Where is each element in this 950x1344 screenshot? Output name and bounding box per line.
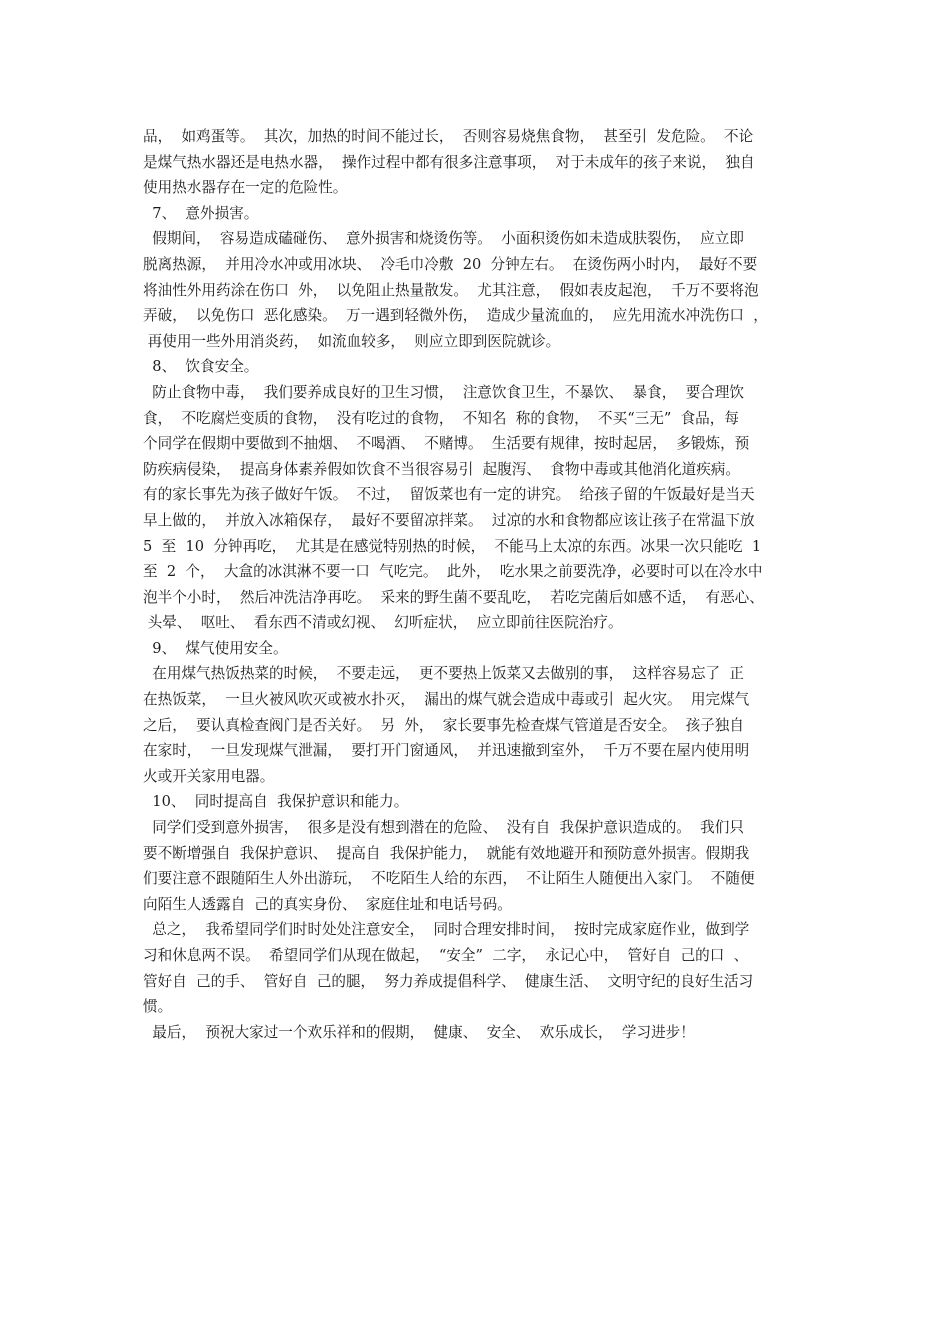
text-line: 脱离热源， 并用冷水冲或用冰块、 冷毛巾冷敷 20 分钟左右。 在烫伤两小时内， 最好不要 bbox=[143, 255, 758, 273]
section-heading-9: 9、 煤气使用安全。 bbox=[143, 639, 288, 657]
text-line: 向陌生人透露自 己的真实身份、 家庭住址和电话号码。 bbox=[143, 895, 512, 913]
section-heading-10: 10、 同时提高自 我保护意识和能力。 bbox=[143, 793, 409, 811]
text-line: 总之， 我希望同学们时时处处注意安全， 同时合理安排时间， 按时完成家庭作业，做到学 bbox=[143, 921, 750, 939]
text-line: 使用热水器存在一定的危险性。 bbox=[143, 179, 348, 197]
text-line: 至 2 个， 大盒的冰淇淋不要一口 气吃完。 此外， 吃水果之前要洗净，必要时可以在冷水中 bbox=[143, 563, 763, 581]
text-line: 个同学在假期中要做到不抽烟、 不喝酒、 不赌博。 生活要有规律，按时起居， 多锻炼，预 bbox=[143, 435, 750, 453]
text-line: 火或开关家用电器。 bbox=[143, 767, 275, 785]
text-line: 之后， 要认真检查阀门是否关好。 另 外， 家长要事先检查煤气管道是否安全。 孩子独自 bbox=[143, 716, 744, 734]
text-line: 惯。 bbox=[143, 998, 173, 1016]
text-line: 在家时， 一旦发现煤气泄漏， 要打开门窗通风， 并迅速撤到室外， 千万不要在屋内使用明 bbox=[143, 742, 750, 760]
section-heading-7: 7、 意外损害。 bbox=[143, 204, 259, 222]
closing-line: 最后， 预祝大家过一个欢乐祥和的假期， 健康、 安全、 欢乐成长， 学习进步！ bbox=[143, 1023, 695, 1041]
text-line: 防止食物中毒， 我们要养成良好的卫生习惯， 注意饮食卫生，不暴饮、 暴食， 要合理饮 bbox=[143, 383, 744, 401]
text-line: 习和休息两不误。 希望同学们从现在做起， “安全” 二字， 永记心中， 管好自 己的口 、 bbox=[143, 947, 749, 964]
text-line: 早上做的， 并放入冰箱保存， 最好不要留凉拌菜。 过凉的水和食物都应该让孩子在常温下放 bbox=[143, 511, 755, 529]
text-line: 要不断增强自 我保护意识、 提高自 我保护能力， 就能有效地避开和预防意外损害。假期我 bbox=[143, 844, 750, 862]
text-line: 品， 如鸡蛋等。 其次，加热的时间不能过长， 否则容易烧焦食物， 甚至引 发危险。 不论 bbox=[143, 128, 754, 145]
text-line: 是煤气热水器还是电热水器， 操作过程中都有很多注意事项， 对于未成年的孩子来说， 独自 bbox=[143, 153, 755, 171]
text-line: 管好自 己的手、 管好自 己的腿， 努力养成提倡科学、 健康生活、 文明守纪的良好生活习 bbox=[143, 972, 754, 990]
text-line: 食， 不吃腐烂变质的食物， 没有吃过的食物， 不知名 称的食物， 不买“三无” 食品，每 bbox=[143, 409, 739, 427]
text-line: 泡半个小时， 然后冲洗洁净再吃。 采来的野生菌不要乱吃， 若吃完菌后如感不适， 有恶心、 bbox=[143, 588, 764, 606]
text-line: 5 至 10 分钟再吃， 尤其是在感觉特别热的时候， 不能马上太凉的东西。冰果一次只能吃 1 bbox=[143, 537, 762, 555]
text-line: 在用煤气热饭热菜的时候， 不要走远， 更不要热上饭菜又去做别的事， 这样容易忘了 正 bbox=[143, 665, 744, 683]
text-line: 假期间， 容易造成磕碰伤、 意外损害和烧烫伤等。 小面积烫伤如未造成肤裂伤， 应立即 bbox=[143, 230, 744, 248]
text-line: 同学们受到意外损害， 很多是没有想到潜在的危险、 没有自 我保护意识造成的。 我们只 bbox=[143, 819, 744, 837]
section-heading-8: 8、 饮食安全。 bbox=[143, 358, 259, 376]
text-line: 头晕、 呕吐、 看东西不清或幻视、 幻听症状， 应立即前往医院治疗。 bbox=[143, 614, 623, 632]
text-line: 弄破， 以免伤口 恶化感染。 万一遇到轻微外伤， 造成少量流血的， 应先用流水冲洗伤口 ， bbox=[143, 307, 768, 325]
text-line: 有的家长事先为孩子做好午饭。 不过， 留饭菜也有一定的讲究。 给孩子留的午饭最好是当天 bbox=[143, 486, 755, 504]
text-line: 们要注意不跟随陌生人外出游玩， 不吃陌生人给的东西， 不让陌生人随便出入家门。 不随便 bbox=[143, 870, 755, 888]
document-body bbox=[143, 124, 811, 1045]
text-line: 防疾病侵染， 提高身体素养假如饮食不当很容易引 起腹泻、 食物中毒或其他消化道疾病。 bbox=[143, 460, 740, 478]
text-line: 在热饭菜， 一旦火被风吹灭或被水扑灭， 漏出的煤气就会造成中毒或引 起火灾。 用完煤气 bbox=[143, 691, 750, 709]
text-line: 将油性外用药涂在伤口 外， 以免阻止热量散发。 尤其注意， 假如表皮起泡， 千万不要将泡 bbox=[143, 281, 759, 299]
text-line: 再使用一些外用消炎药， 如流血较多， 则应立即到医院就诊。 bbox=[143, 332, 561, 350]
